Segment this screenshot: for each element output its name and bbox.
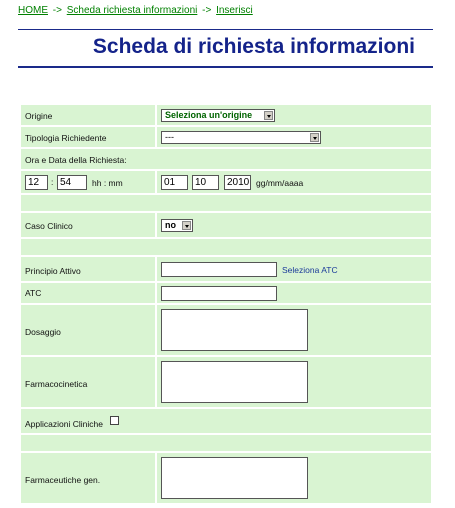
row-applicazioni-cliniche xyxy=(21,409,431,433)
month-input[interactable]: 10 xyxy=(192,175,219,190)
tipologia-label: Tipologia Richiedente xyxy=(25,133,107,143)
row-ora-data-inputs xyxy=(21,171,431,193)
atc-label: ATC xyxy=(25,288,42,298)
row-ora-data-label xyxy=(21,149,431,169)
farmaceutiche-gen-textarea[interactable] xyxy=(161,457,308,499)
applicazioni-cliniche-checkbox[interactable] xyxy=(110,416,119,425)
chevron-down-icon xyxy=(182,221,191,230)
row-caso-clinico xyxy=(21,213,431,237)
farmacocinetica-textarea[interactable] xyxy=(161,361,308,403)
row-farmacocinetica xyxy=(21,357,431,407)
breadcrumb-scheda-link[interactable]: Scheda richiesta informazioni xyxy=(66,5,198,16)
time-format-hint: hh : mm xyxy=(92,178,123,188)
row-spacer xyxy=(21,435,431,451)
year-input[interactable]: 2010 xyxy=(224,175,251,190)
row-farmaceutiche-gen xyxy=(21,453,431,503)
hour-input[interactable]: 12 xyxy=(25,175,48,190)
origine-select[interactable] xyxy=(161,109,275,122)
chevron-down-icon xyxy=(310,133,319,142)
origine-select-value: Seleziona un'origine xyxy=(165,110,253,120)
farmaceutiche-gen-label: Farmaceutiche gen. xyxy=(25,475,101,485)
time-separator: : xyxy=(51,177,54,187)
principio-attivo-label: Principio Attivo xyxy=(25,266,81,276)
page-title: Scheda di richiesta informazioni xyxy=(92,35,415,58)
chevron-down-icon xyxy=(264,111,273,120)
dosaggio-textarea[interactable] xyxy=(161,309,308,351)
row-spacer xyxy=(21,239,431,255)
row-dosaggio xyxy=(21,305,431,355)
title-top-rule xyxy=(18,29,433,30)
tipologia-select[interactable] xyxy=(161,131,321,144)
breadcrumb-separator: -> xyxy=(52,5,62,16)
breadcrumb xyxy=(18,5,253,16)
day-input[interactable]: 01 xyxy=(161,175,188,190)
principio-attivo-input[interactable] xyxy=(161,262,277,277)
caso-clinico-select-value: no xyxy=(165,220,176,230)
origine-label: Origine xyxy=(25,111,53,121)
date-format-hint: gg/mm/aaaa xyxy=(256,178,304,188)
row-atc xyxy=(21,283,431,303)
ora-data-label: Ora e Data della Richiesta: xyxy=(25,155,127,165)
tipologia-select-value: --- xyxy=(165,132,174,142)
dosaggio-label: Dosaggio xyxy=(25,327,61,337)
applicazioni-cliniche-label: Applicazioni Cliniche xyxy=(25,419,103,429)
breadcrumb-home-link[interactable]: HOME xyxy=(18,5,48,16)
row-principio-attivo xyxy=(21,257,431,281)
breadcrumb-separator: -> xyxy=(202,5,212,16)
row-spacer xyxy=(21,195,431,211)
row-tipologia xyxy=(21,127,431,147)
atc-input[interactable] xyxy=(161,286,277,301)
farmacocinetica-label: Farmacocinetica xyxy=(25,379,88,389)
seleziona-atc-link[interactable]: Seleziona ATC xyxy=(282,265,338,275)
caso-clinico-label: Caso Clinico xyxy=(25,221,73,231)
title-bottom-rule xyxy=(18,66,433,68)
minute-input[interactable]: 54 xyxy=(57,175,87,190)
breadcrumb-inserisci-link[interactable]: Inserisci xyxy=(216,5,253,16)
row-origine xyxy=(21,105,431,125)
caso-clinico-select[interactable] xyxy=(161,219,193,232)
